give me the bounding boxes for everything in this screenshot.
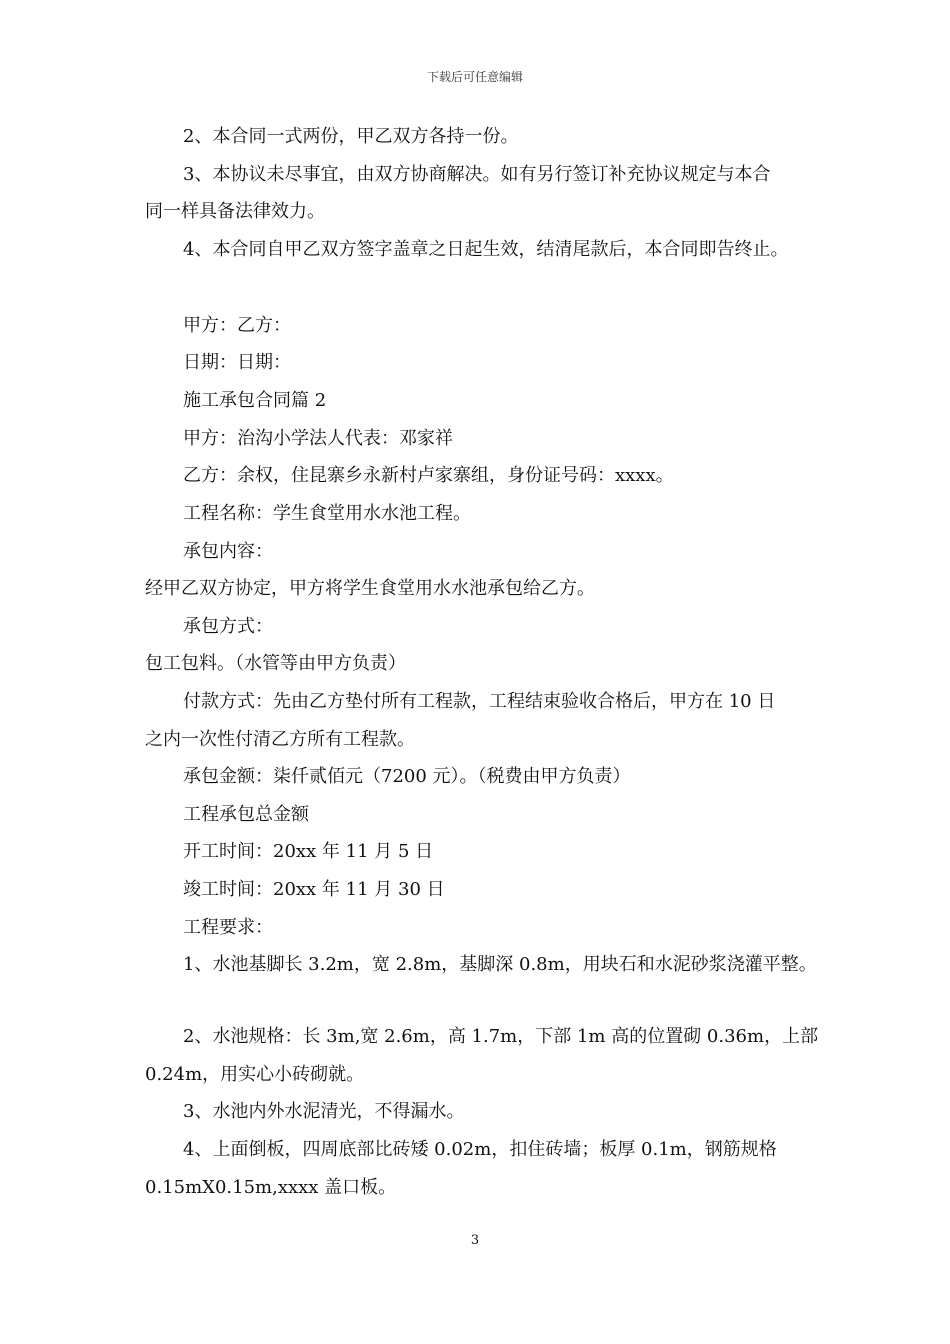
page-header-note: 下载后可任意编辑 (426, 70, 523, 84)
clause-2-text: 2、本合同一式两份，甲乙双方各持一份。 (183, 126, 519, 147)
project-name: 工程名称：学生食堂用水水池工程。 (183, 503, 471, 524)
contract-content-label: 承包内容： (183, 541, 273, 562)
payment-method-text-cont: 之内一次性付清乙方所有工程款。 (145, 729, 415, 750)
requirement-3: 3、水池内外水泥清光，不得漏水。 (183, 1101, 465, 1122)
contract-method-label: 承包方式： (183, 616, 273, 637)
requirements-label: 工程要求： (183, 917, 273, 938)
party-b-info: 乙方：余权，住昆寨乡永新村卢家寨组，身份证号码：xxxx。 (183, 465, 674, 486)
signature-dates: 日期：日期： (183, 352, 291, 373)
clause-3-text-cont: 同一样具备法律效力。 (145, 201, 325, 222)
requirement-4: 4、上面倒板，四周底部比砖矮 0.02m，扣住砖墙；板厚 0.1m，钢筋规格 (183, 1139, 777, 1160)
requirement-2: 2、水池规格：长 3m,宽 2.6m，高 1.7m，下部 1m 高的位置砌 0.36m，上部 (183, 1026, 819, 1047)
clause-4-text: 4、本合同自甲乙双方签字盖章之日起生效，结清尾款后，本合同即告终止。 (183, 239, 789, 260)
clause-3-text: 3、本协议未尽事宜，由双方协商解决。如有另行签订补充协议规定与本合 (183, 164, 771, 185)
page-number: 3 (470, 1233, 480, 1248)
requirement-1: 1、水池基脚长 3.2m，宽 2.8m，基脚深 0.8m，用块石和水泥砂浆浇灌平整。 (183, 954, 817, 975)
start-date: 开工时间：20xx 年 11 月 5 日 (183, 841, 434, 862)
requirement-2-cont: 0.24m，用实心小砖砌就。 (145, 1064, 365, 1085)
contract-amount: 承包金额：柒仟贰佰元（7200 元）。（税费由甲方负责） (183, 766, 631, 787)
payment-method-text: 付款方式：先由乙方垫付所有工程款，工程结束验收合格后，甲方在 10 日 (183, 691, 776, 712)
requirement-4-cont: 0.15mX0.15m,xxxx 盖口板。 (145, 1177, 397, 1198)
signature-parties: 甲方：乙方： (183, 315, 291, 336)
total-amount-label: 工程承包总金额 (183, 804, 309, 825)
contract-method-text: 包工包料。（水管等由甲方负责） (145, 653, 406, 674)
completion-date: 竣工时间：20xx 年 11 月 30 日 (183, 879, 445, 900)
party-a-info: 甲方：治沟小学法人代表：邓家祥 (183, 428, 453, 449)
section-title: 施工承包合同篇 2 (183, 390, 327, 411)
contract-content-text: 经甲乙双方协定，甲方将学生食堂用水水池承包给乙方。 (145, 578, 595, 599)
